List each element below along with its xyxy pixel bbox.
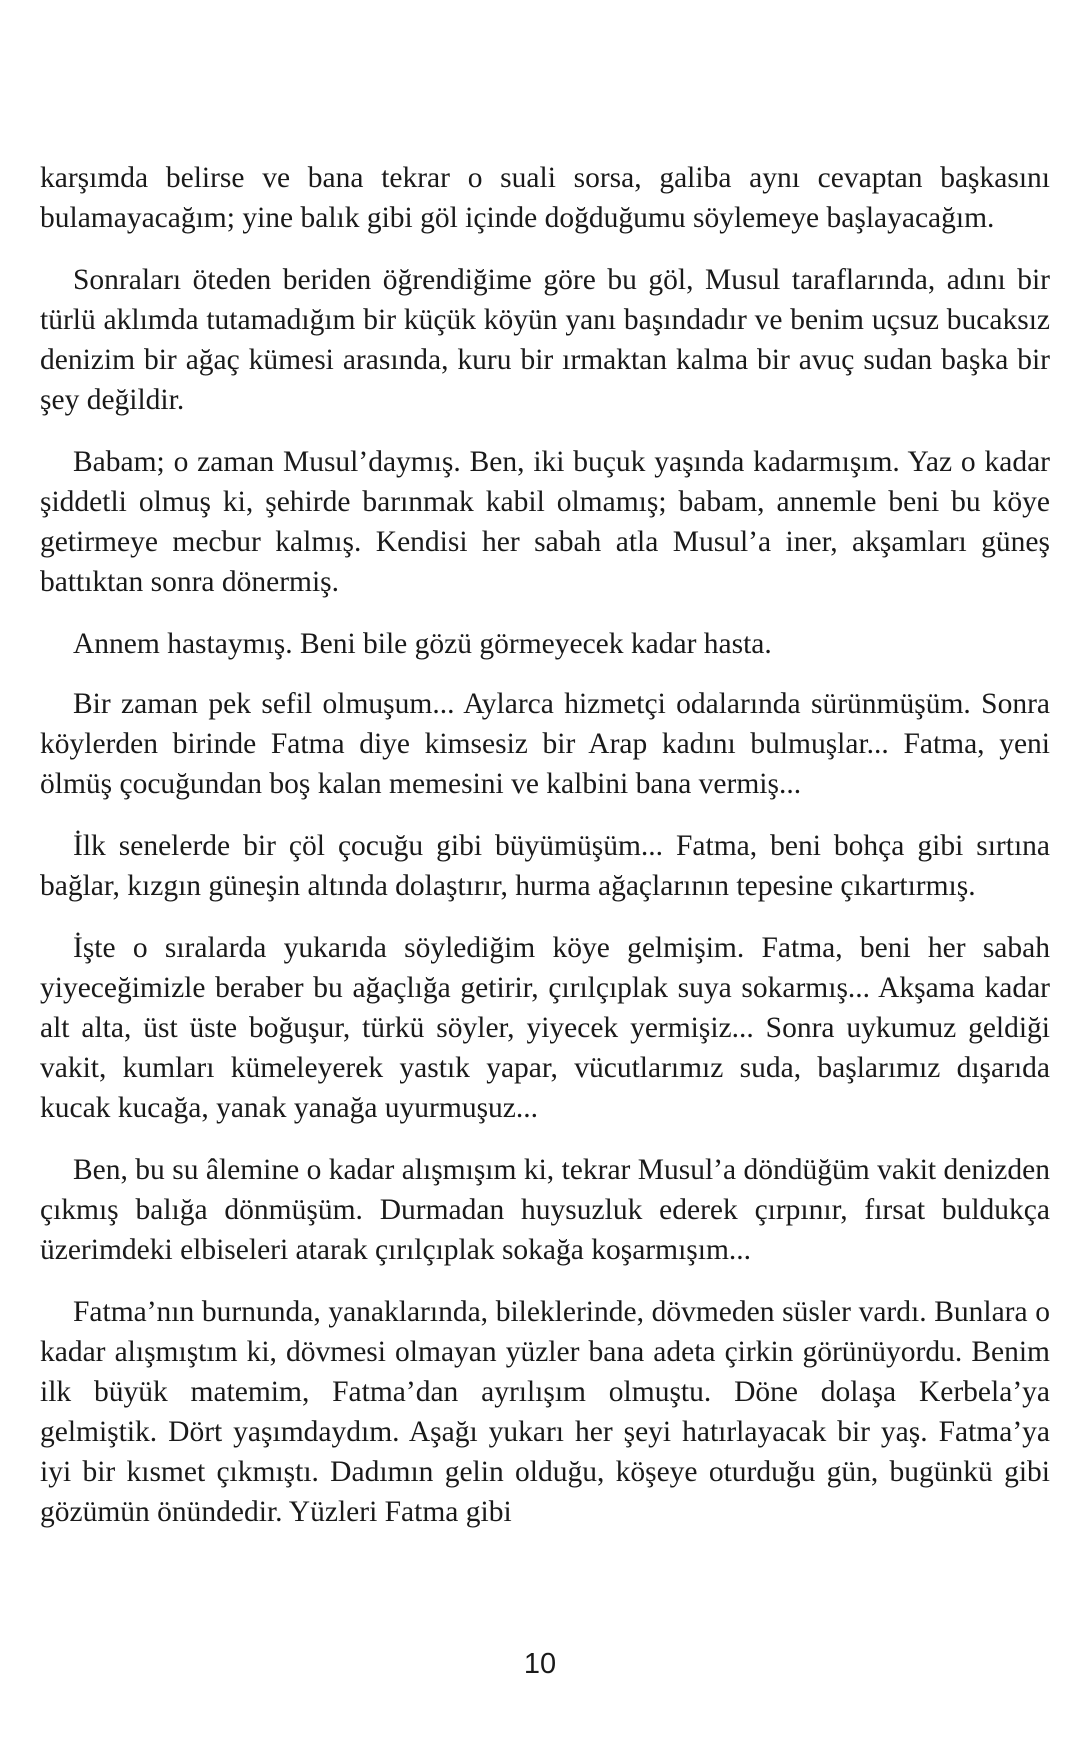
page-body <box>40 158 1050 1554</box>
paragraph-2: Sonraları öteden beriden öğrendiğime göre bu göl, Musul taraflarında, adını bir türlü aklımda tutamadığım bir küçük köyün yanı başındadır ve benim uçsuz bucaksız denizim bir ağaç kümesi arasında, kuru bir ırmaktan kalma bir avuç sudan başka bir şey değildir. <box>40 264 1050 416</box>
paragraph-7: İşte o sıralarda yukarıda söylediğim köye gelmişim. Fatma, beni her sabah yiyeceğimizle beraber bu ağaçlığa getirir, çırılçıplak suya sokarmış... Akşama kadar alt alta, üst üste boğuşur, türkü söyler, yiyecek yermişiz... Sonra uykumuz geldiği vakit, kumları kümeleyerek yastık yapar, vücutlarımız suda, başlarımız dışarıda kucak kucağa, yanak yanağa uyurmuşuz... <box>40 932 1050 1124</box>
paragraph-3: Babam; o zaman Musul’daymış. Ben, iki buçuk yaşında kadarmışım. Yaz o kadar şiddetli olmuş ki, şehirde barınmak kabil olmamış; babam, annemle beni bu köye getirmeye mecbur kalmış. Kendisi her sabah atla Musul’a iner, akşamları güneş battıktan sonra dönermiş. <box>40 446 1050 598</box>
paragraph-1: karşımda belirse ve bana tekrar o suali sorsa, galiba aynı cevaptan başkasını bulamayacağım; yine balık gibi göl içinde doğduğumu söylemeye başlayacağım. <box>40 162 1050 234</box>
paragraph-6: İlk senelerde bir çöl çocuğu gibi büyümüşüm... Fatma, beni bohça gibi sırtına bağlar, kızgın güneşin altında dolaştırır, hurma ağaçlarının tepesine çıkartırmış. <box>40 830 1050 902</box>
page-number: 10 <box>523 1648 557 1680</box>
paragraph-9: Fatma’nın burnunda, yanaklarında, bileklerinde, dövmeden süsler vardı. Bunlara o kadar alışmıştım ki, dövmesi olmayan yüzler bana adeta çirkin görünüyordu. Benim ilk büyük matemim, Fatma’dan ayrılışım olmuştu. Döne dolaşa Kerbela’ya gelmiştik. Dört yaşımdaydım. Aşağı yukarı her şeyi hatırlayacak bir yaş. Fatma’ya iyi bir kısmet çıkmıştı. Dadımın gelin olduğu, köşeye oturduğu gün, bugünkü gibi gözümün önündedir. Yüzleri Fatma gibi <box>40 1296 1050 1528</box>
paragraph-5: Bir zaman pek sefil olmuşum... Aylarca hizmetçi odalarında sürünmüşüm. Sonra köylerden birinde Fatma diye kimsesiz bir Arap kadını bulmuşlar... Fatma, yeni ölmüş çocuğundan boş kalan memesini ve kalbini bana vermiş... <box>40 688 1050 800</box>
paragraph-4: Annem hastaymış. Beni bile gözü görmeyecek kadar hasta. <box>73 628 772 660</box>
paragraph-8: Ben, bu su âlemine o kadar alışmışım ki, tekrar Musul’a döndüğüm vakit denizden çıkmış balığa dönmüşüm. Durmadan huysuzluk ederek çırpınır, fırsat buldukça üzerimdeki elbiseleri atarak çırılçıplak sokağa koşarmışım... <box>40 1154 1050 1266</box>
